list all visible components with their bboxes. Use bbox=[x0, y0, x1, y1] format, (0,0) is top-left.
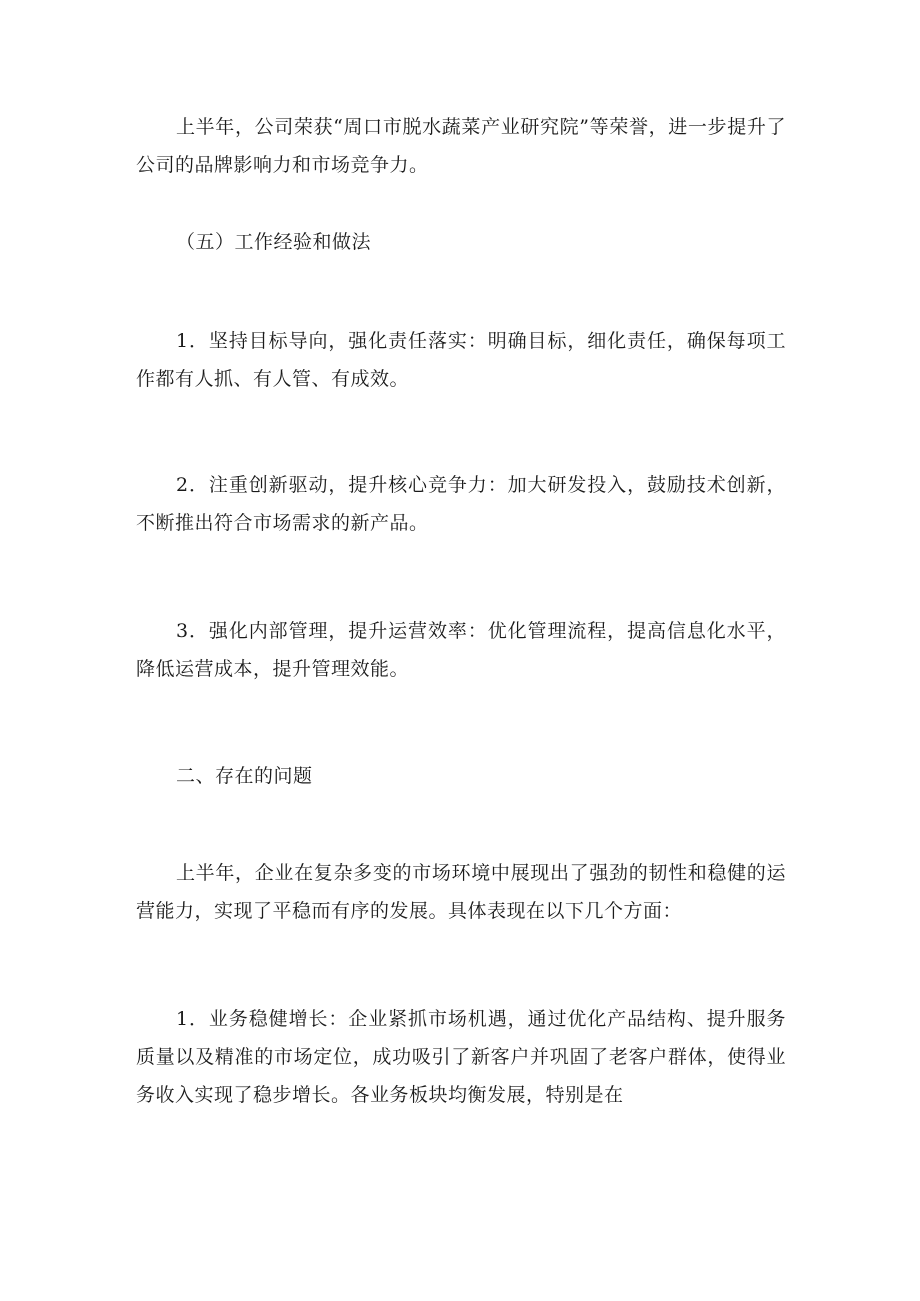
paragraph-item-1: 1．坚持目标导向，强化责任落实：明确目标，细化责任，确保每项工作都有人抓、有人管、有成效。 bbox=[136, 330, 786, 390]
section-heading-work-experience: （五）工作经验和做法 bbox=[176, 231, 372, 253]
paragraph-business-growth: 1．业务稳健增长：企业紧抓市场机遇，通过优化产品结构、提升服务质量以及精准的市场定位，成功吸引了新客户并巩固了老客户群体，使得业务收入实现了稳步增长。各业务板块均衡发展，特别是在 bbox=[136, 1008, 786, 1106]
paragraph-item-2: 2．注重创新驱动，提升核心竞争力：加大研发投入，鼓励技术创新，不断推出符合市场需求的新产品。 bbox=[136, 474, 786, 534]
paragraph-honor: 上半年，公司荣获“周口市脱水蔬菜产业研究院”等荣誉，进一步提升了公司的品牌影响力和市场竞争力。 bbox=[136, 116, 786, 176]
paragraph-overview: 上半年，企业在复杂多变的市场环境中展现出了强劲的韧性和稳健的运营能力，实现了平稳而有序的发展。具体表现在以下几个方面： bbox=[136, 862, 786, 922]
paragraph-item-3: 3．强化内部管理，提升运营效率：优化管理流程，提高信息化水平，降低运营成本，提升管理效能。 bbox=[136, 620, 786, 680]
section-heading-problems: 二、存在的问题 bbox=[176, 765, 313, 787]
